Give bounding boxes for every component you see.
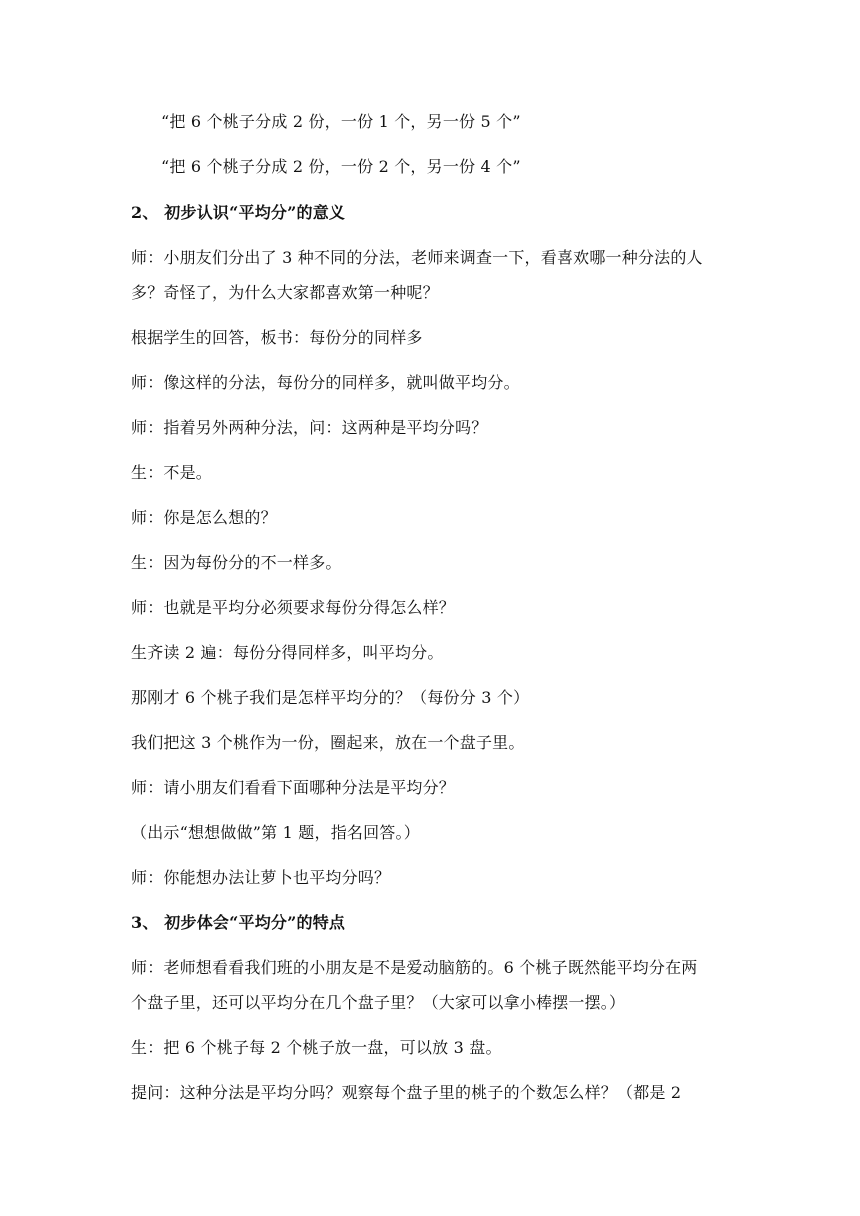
section-heading: 3、 初步体会“平均分”的特点 xyxy=(131,913,346,932)
paragraph-line: 师：老师想看看我们班的小朋友是不是爱动脑筋的。6 个桃子既然能平均分在两 xyxy=(131,958,698,977)
paragraph-line: 师：小朋友们分出了 3 种不同的分法，老师来调查一下，看喜欢哪一种分法的人 xyxy=(131,248,703,267)
paragraph-line: 师：像这样的分法，每份分的同样多，就叫做平均分。 xyxy=(131,373,520,392)
paragraph-line: 师：你是怎么想的？ xyxy=(131,508,277,527)
section-heading: 2、 初步认识“平均分”的意义 xyxy=(131,203,346,222)
paragraph-line: 师：你能想办法让萝卜也平均分吗？ xyxy=(131,868,391,887)
paragraph-line: 生齐读 2 遍：每份分得同样多，叫平均分。 xyxy=(131,643,444,662)
paragraph-line: 生：把 6 个桃子每 2 个桃子放一盘，可以放 3 盘。 xyxy=(131,1038,502,1057)
paragraph-line: 师：指着另外两种分法，问：这两种是平均分吗？ xyxy=(131,418,488,437)
paragraph-line: 生：不是。 xyxy=(131,463,213,482)
paragraph-line: 那刚才 6 个桃子我们是怎样平均分的？（每份分 3 个） xyxy=(131,688,530,707)
paragraph-line: 根据学生的回答，板书：每份分的同样多 xyxy=(131,328,423,347)
paragraph-line: “把 6 个桃子分成 2 份，一份 2 个，另一份 4 个” xyxy=(161,157,521,176)
paragraph-line: 提问：这种分法是平均分吗？观察每个盘子里的桃子的个数怎么样？（都是 2 xyxy=(131,1083,682,1102)
paragraph-line: 师：也就是平均分必须要求每份分得怎么样？ xyxy=(131,598,456,617)
paragraph-line: “把 6 个桃子分成 2 份，一份 1 个，另一份 5 个” xyxy=(161,112,521,131)
paragraph-line: 个盘子里，还可以平均分在几个盘子里？（大家可以拿小棒摆一摆。） xyxy=(131,993,626,1012)
paragraph-line: 生：因为每份分的不一样多。 xyxy=(131,553,342,572)
paragraph-line: 我们把这 3 个桃作为一份，圈起来，放在一个盘子里。 xyxy=(131,733,525,752)
paragraph-line: 师：请小朋友们看看下面哪种分法是平均分？ xyxy=(131,778,456,797)
paragraph-line: （出示“想想做做”第 1 题，指名回答。） xyxy=(131,823,420,842)
paragraph-line: 多？奇怪了，为什么大家都喜欢第一种呢？ xyxy=(131,283,439,302)
